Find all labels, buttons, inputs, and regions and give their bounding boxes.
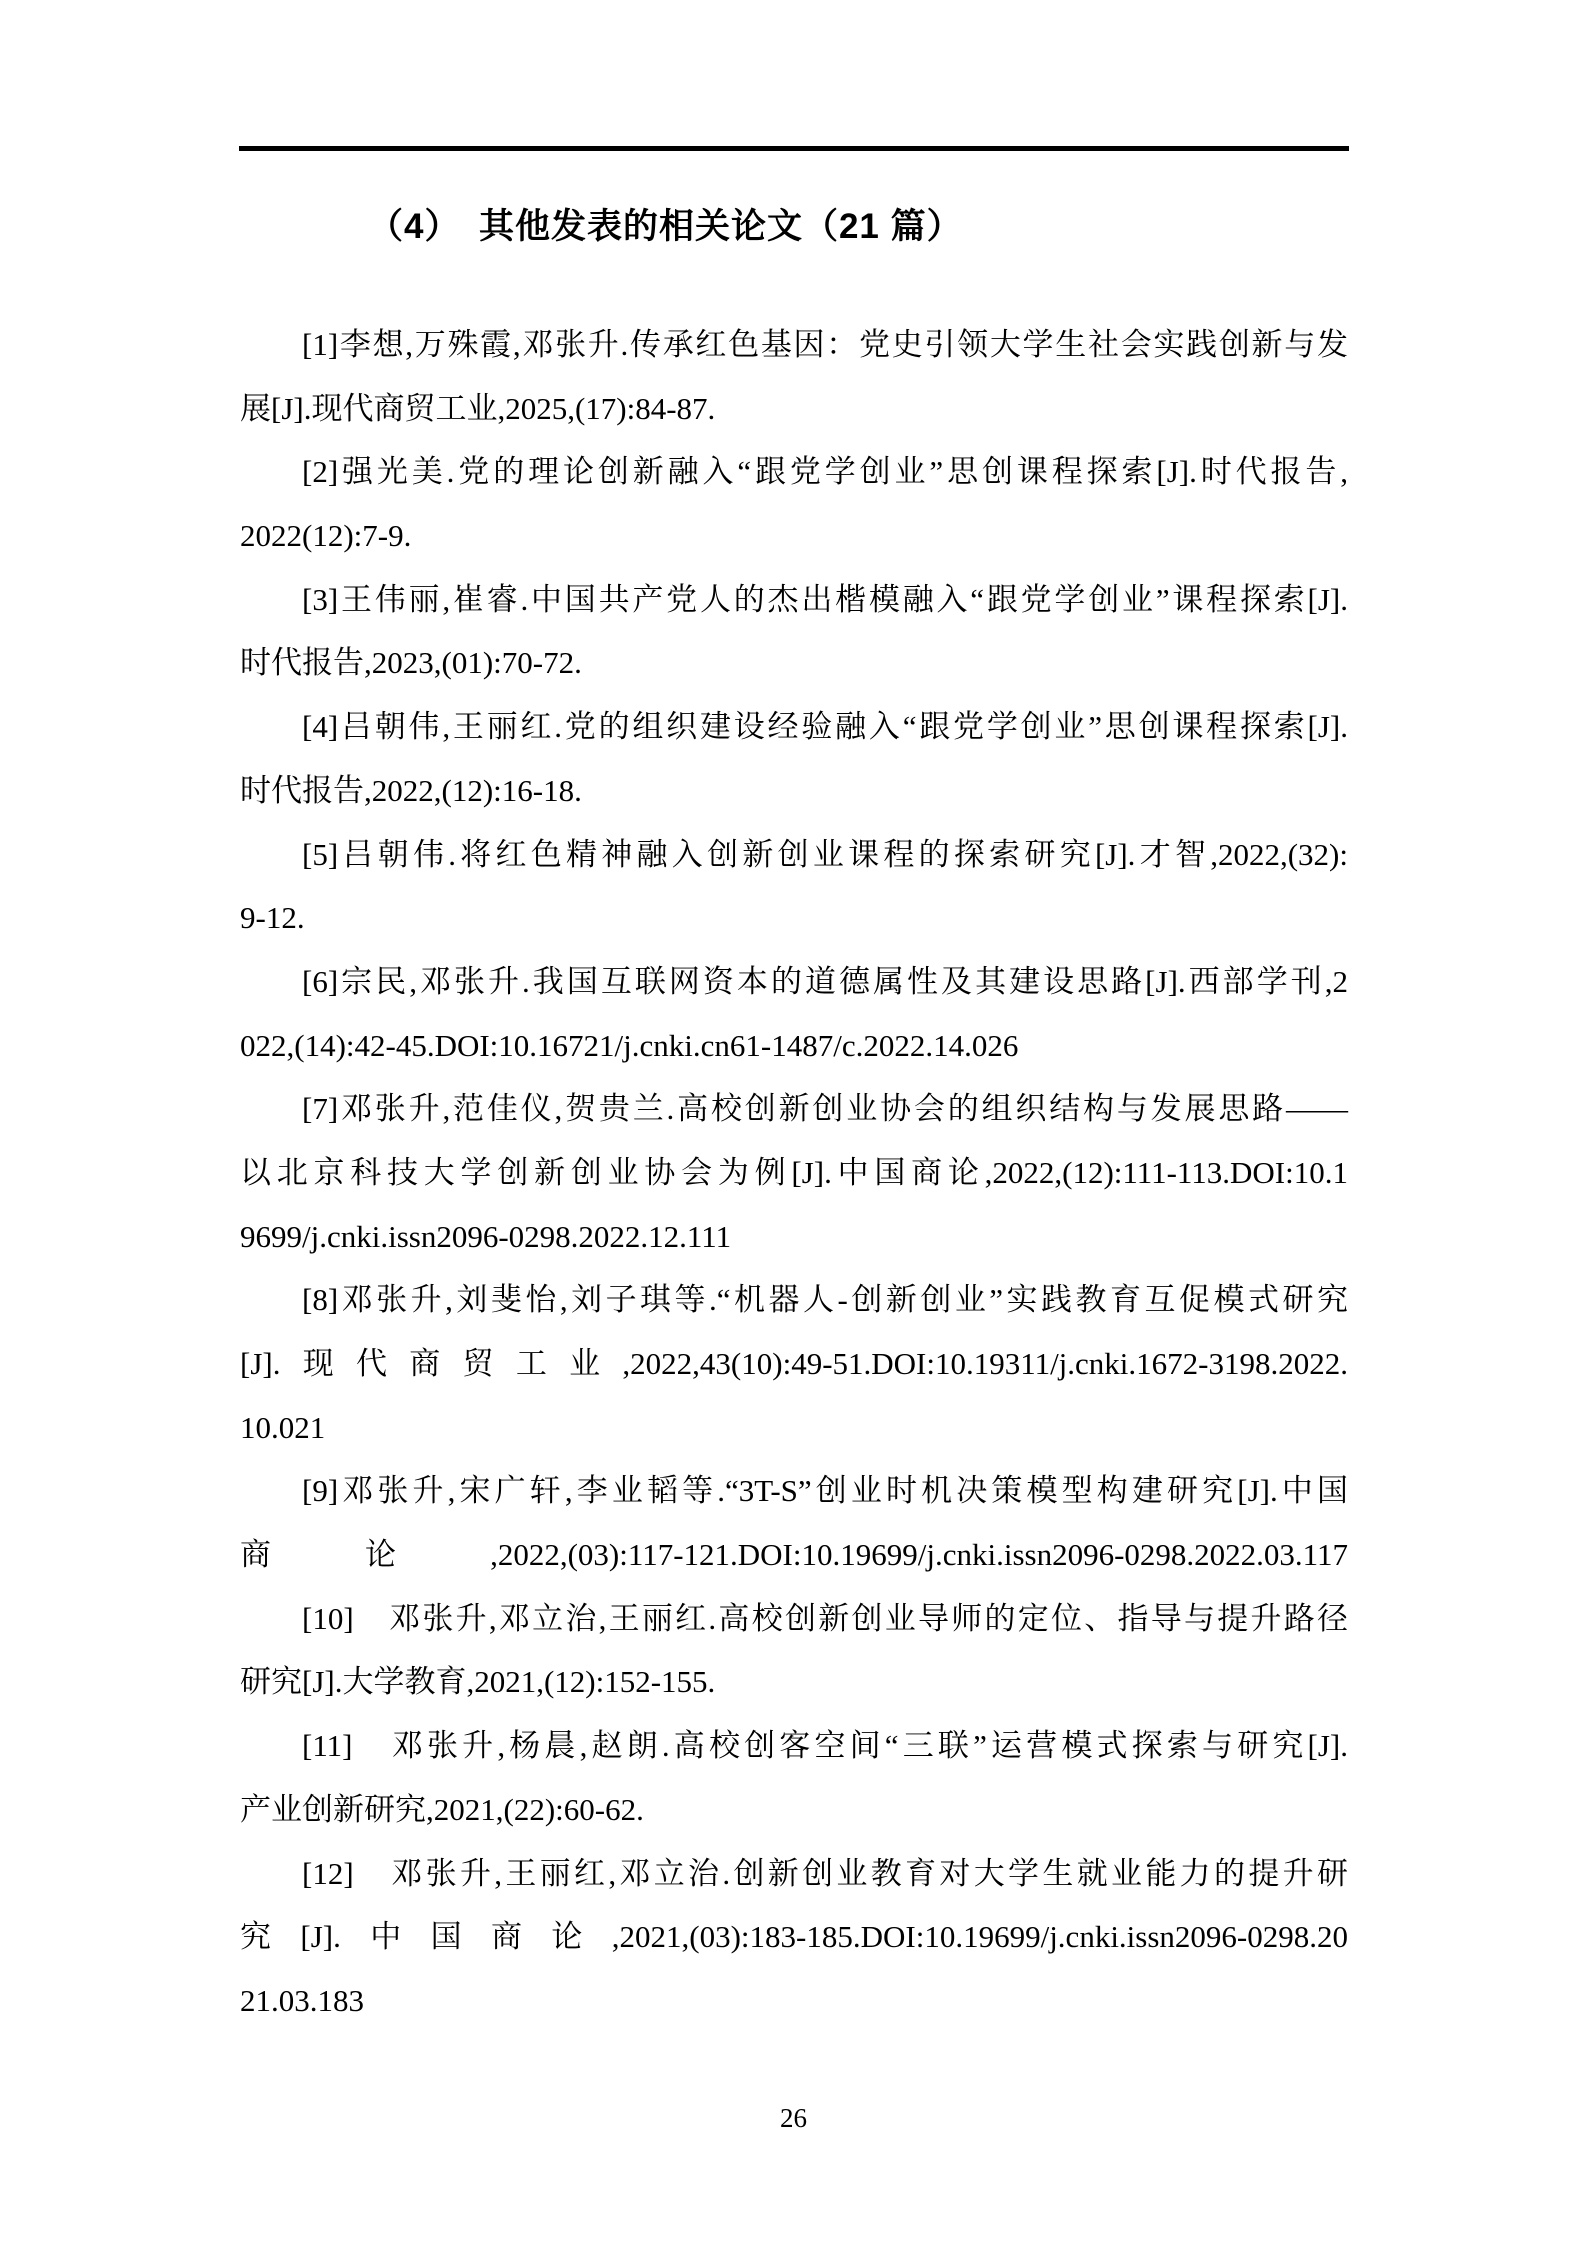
- reference-entry: [240, 1268, 1348, 1459]
- reference-line: 时代报告,2023,(01):70-72.: [240, 645, 582, 681]
- header-rule: [239, 146, 1349, 151]
- reference-line: 022,(14):42-45.DOI:10.16721/j.cnki.cn61-1487/c.2022.14.026: [240, 1027, 1019, 1063]
- section-heading: （4） 其他发表的相关论文（21 篇）: [368, 207, 963, 246]
- reference-line: [12] 邓张升,王丽红,邓立治.创新创业教育对大学生就业能力的提升研: [302, 1855, 1348, 1891]
- reference-entry: [240, 440, 1348, 567]
- reference-line: 9-12.: [240, 900, 305, 936]
- reference-line: 以北京科技大学创新创业协会为例[J].中国商论,2022,(12):111-113.DOI:10.1: [240, 1154, 1348, 1190]
- reference-entry: [240, 1587, 1348, 1714]
- reference-line: [1]李想,万殊霞,邓张升.传承红色基因：党史引领大学生社会实践创新与发: [302, 327, 1348, 362]
- references-list: [240, 313, 1348, 2033]
- reference-line: 商论,2022,(03):117-121.DOI:10.19699/j.cnki.issn2096-0298.2022.03.117: [240, 1537, 1348, 1573]
- reference-line: 2022(12):7-9.: [240, 518, 412, 554]
- reference-line: [7]邓张升,范佳仪,贺贵兰.高校创新创业协会的组织结构与发展思路——: [302, 1091, 1348, 1127]
- reference-line: [6]宗民,邓张升.我国互联网资本的道德属性及其建设思路[J].西部学刊,2: [302, 963, 1348, 999]
- page-number: 26: [780, 2103, 807, 2133]
- reference-line: [4]吕朝伟,王丽红.党的组织建设经验融入“跟党学创业”思创课程探索[J].: [302, 709, 1348, 745]
- reference-entry: [240, 313, 1348, 440]
- reference-entry: [240, 1459, 1348, 1586]
- reference-entry: [240, 950, 1348, 1077]
- reference-line: [10] 邓张升,邓立治,王丽红.高校创新创业导师的定位、指导与提升路径: [302, 1600, 1348, 1636]
- reference-entry: [240, 1077, 1348, 1268]
- reference-entry: [240, 695, 1348, 822]
- reference-line: [3]王伟丽,崔睿.中国共产党人的杰出楷模融入“跟党学创业”课程探索[J].: [302, 581, 1348, 617]
- reference-line: 展[J].现代商贸工业,2025,(17):84-87.: [240, 390, 716, 426]
- reference-line: 21.03.183: [240, 1982, 364, 2018]
- reference-line: 9699/j.cnki.issn2096-0298.2022.12.111: [240, 1218, 732, 1254]
- reference-line: [8]邓张升,刘斐怡,刘子琪等.“机器人-创新创业”实践教育互促模式研究: [302, 1282, 1348, 1318]
- reference-line: [5]吕朝伟.将红色精神融入创新创业课程的探索研究[J].才智,2022,(32):: [302, 836, 1348, 872]
- reference-line: 研究[J].大学教育,2021,(12):152-155.: [240, 1664, 716, 1700]
- reference-line: [11] 邓张升,杨晨,赵朗.高校创客空间“三联”运营模式探索与研究[J].: [302, 1728, 1348, 1764]
- reference-line: 究[J].中国商论,2021,(03):183-185.DOI:10.19699/j.cnki.issn2096-0298.20: [240, 1919, 1348, 1955]
- reference-entry: [240, 1842, 1348, 2033]
- reference-line: 产业创新研究,2021,(22):60-62.: [240, 1791, 644, 1827]
- reference-line: [9]邓张升,宋广轩,李业韬等.“3T-S”创业时机决策模型构建研究[J].中国: [302, 1473, 1348, 1509]
- reference-line: 10.021: [240, 1409, 326, 1445]
- reference-line: [2]强光美.党的理论创新融入“跟党学创业”思创课程探索[J].时代报告,: [302, 454, 1348, 490]
- reference-line: [J].现代商贸工业,2022,43(10):49-51.DOI:10.19311/j.cnki.1672-3198.2022.: [240, 1346, 1348, 1381]
- reference-entry: [240, 568, 1348, 695]
- reference-entry: [240, 823, 1348, 950]
- reference-entry: [240, 1714, 1348, 1841]
- reference-line: 时代报告,2022,(12):16-18.: [240, 772, 582, 808]
